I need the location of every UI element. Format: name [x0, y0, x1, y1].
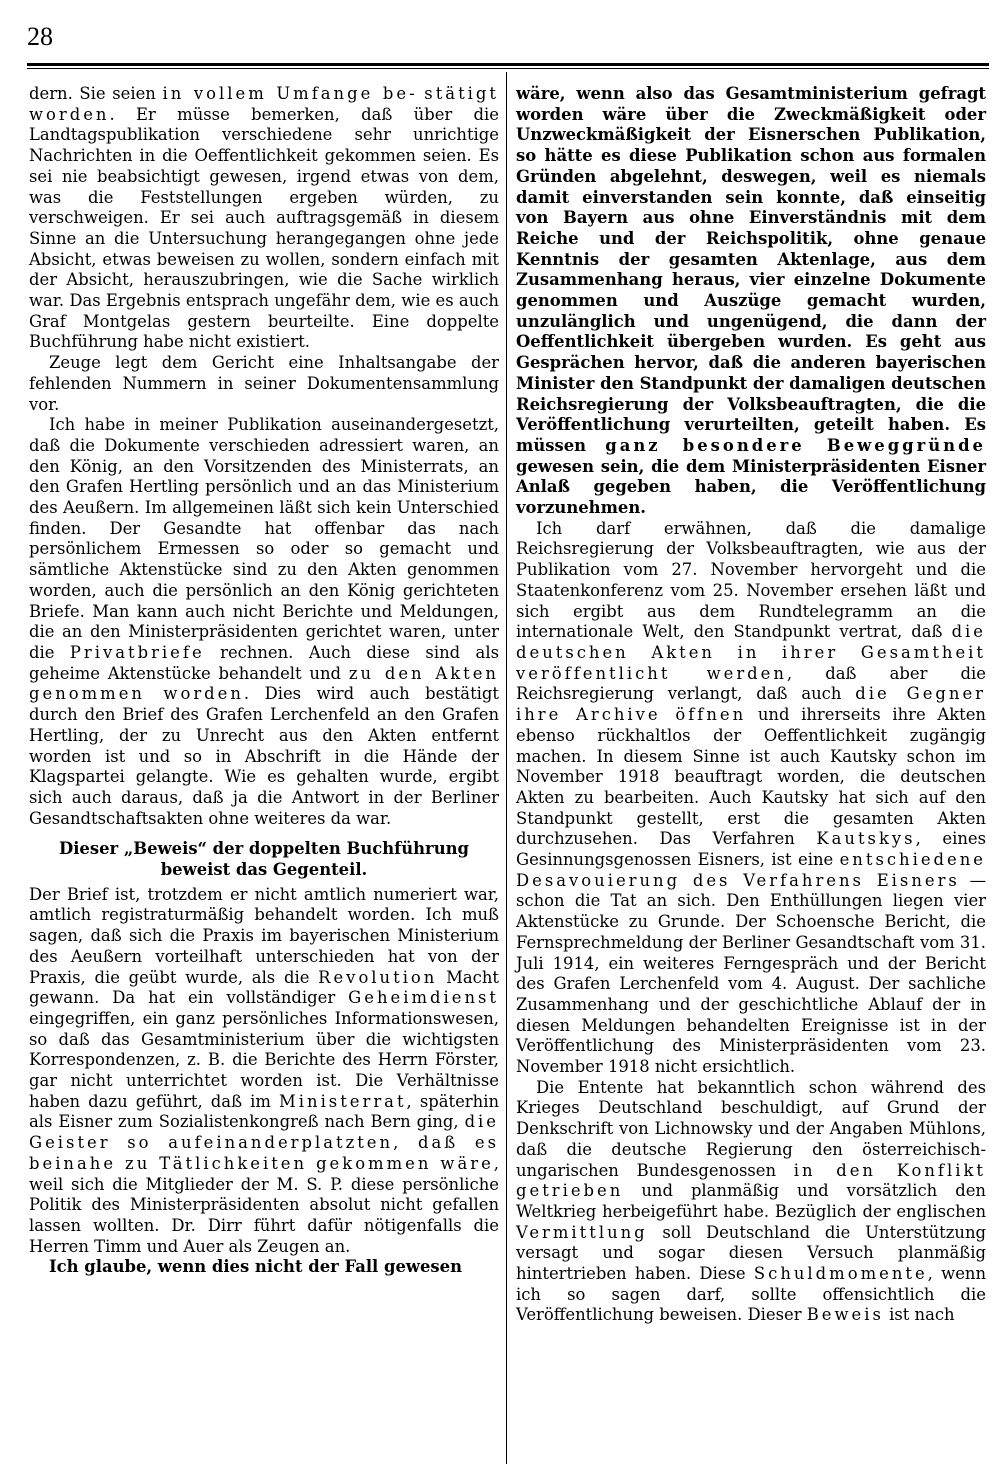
text-run: und ihrerseits ihre Akten ebenso rückhaltlos der Oeffentlichkeit zugängig machen. In diesem Sinne ist auch Kautsky schon im November 1918 beauftragt worden, die deutschen Akten zu bearbeiten. Auch Kautsky hat sich auf den Standpunkt gestellt, erst die gesamten Akten durchzusehen. Das Verfahren — [516, 705, 986, 849]
text-run: . Dies wird auch bestätigt durch den Brief des Grafen Lerchenfeld an den Grafen Hertling, der zu Unrecht aus den Akten entfernt worden ist und so in Abschrift in die Hände der Klagspartei gelangte. Wie es gehalten wurde, ergibt sich auch daraus, daß ja die Antwort in der Berliner Gesandtschaftsakten ohne weiteres da war. — [29, 684, 499, 828]
text-run: ist nach — [883, 1305, 955, 1325]
text-run: , späterhin als Eisner zum Sozialistenkongreß nach Bern ging, — [29, 1091, 499, 1132]
emphasized-text: zu den Akten genommen worden — [29, 663, 499, 704]
emphasized-text: Revolution — [318, 967, 438, 987]
text-run: . Er müsse bemerken, daß über die Landtagspublikation verschiedene sehr unrichtige Nachrichten in die Oeffentlichkeit gekommen seien. Es sei nie beabsichtigt gewesen, irgend etwas von dem, was die Feststellungen ergeben würden, zu verschweigen. Er sei auch auftragsgemäß in diesem Sinne an die Untersuchung herangegangen ohne jede Absicht, etwas beweisen zu wollen, sondern einfach mit der Absicht, herauszubringen, wie die Sache wirklich war. Das Ergebnis entsprach ungefähr dem, wie es auch Graf Montgelas gestern beurteilte. Eine doppelte Buchführung habe nicht existiert. — [29, 104, 499, 352]
emphasized-text: wäre, wenn also das Gesamtministerium gefragt worden wäre über die Zweckmäßigkeit oder Unzweckmäßigkeit der Eisnerschen Publikation, so hätte es diese Publikation schon aus formalen Gründen abgelehnt, deswegen, weil es niemals damit einverstanden sein konnte, daß einseitig von Bayern aus ohne Einverständnis mit dem Reiche und der Reichspolitik, ohne genaue Kenntnis der gesamten Aktenlage, aus dem Zusammenhang heraus, vier einzelne Dokumente genommen und Auszüge gemacht wurden, unzulänglich und ungenügend, die dann der Oeffentlichkeit übergeben wurden. Es geht aus Gesprächen hervor, daß die anderen bayerischen Minister den Standpunkt der damaligen deutschen Reichsregierung der Volksbeauftragten, die die Veröffentlichung verurteilten, geteilt haben. Es müssen — [516, 84, 987, 455]
emphasized-text: die Geister so aufeinanderplatzten, daß es beinahe zu Tätlichkeiten gekommen wäre — [29, 1112, 499, 1173]
section-heading-line: beweist das Gegenteil. — [160, 860, 368, 880]
text-run: dern. Sie seien — [29, 84, 163, 103]
emphasized-text: Privatbriefe — [69, 642, 205, 662]
text-run: Zeuge legt dem Gericht eine Inhaltsangabe der fehlenden Nummern in seiner Dokumentensammlung vor. — [29, 353, 499, 414]
section-heading — [29, 839, 499, 880]
text-run: Ich darf erwähnen, daß die damalige Reichsregierung der Volksbeauftragten, wie aus der Publikation vom 27. November hervorgeht und die Staatenkonferenz vom 25. November ersehen läßt und sich ergibt aus dem Rundtelegramm an die internationale Welt, den Standpunkt vertrat, daß — [516, 518, 986, 642]
text-run: rechnen. Auch diese sind als geheime Aktenstücke behandelt und — [29, 642, 499, 683]
emphasized-text: Ministerrat — [278, 1091, 407, 1111]
right-column — [516, 84, 986, 1326]
text-run: und planmäßig und vorsätzlich den Weltkrieg herbeigeführt habe. Bezüglich der englischen — [516, 1181, 986, 1221]
article-paragraph — [516, 519, 986, 1078]
article-paragraph — [29, 415, 499, 829]
text-run: , eines Gesinnungsgenossen Eisners, ist eine — [516, 829, 986, 870]
emphasized-text: entschiedene Desavouierung des Verfahrens Eisners — [516, 850, 986, 890]
emphasized-text: ganz besondere Beweggründe — [605, 435, 986, 455]
text-run: , wenn ich so sagen darf, sollte offensichtlich die Veröffentlichung beweisen. Dieser — [516, 1264, 987, 1325]
emphasized-text: Kautskys — [816, 829, 916, 849]
emphasized-text: Beweis — [806, 1305, 884, 1325]
article-paragraph — [29, 885, 499, 1258]
text-run: , daß aber die Reichsregierung verlangt, daß auch — [516, 663, 986, 704]
emphasized-text: in vollem Umfange be- — [162, 84, 418, 103]
page-number: 28 — [27, 22, 53, 51]
left-column — [29, 84, 499, 1278]
emphasized-text: Vermittlung — [516, 1222, 648, 1242]
text-run: — schon die Tat an sich. Den Enthüllungen liegen vier Aktenstücke zu Grunde. Der Schoensche Bericht, die Fernsprechmeldung der Berliner Gesandtschaft vom 31. Juli 1914, ein weiteres Ferngespräch und der Bericht des Grafen Lerchenfeld vom 4. August. Der sachliche Zusammenhang und der geschichtliche Ablauf der in diesen Meldungen behandelten Ereignisse ist in der Veröffentlichung des Ministerpräsidenten vom 23. November 1918 nicht ersichtlich. — [516, 870, 986, 1077]
emphasized-text: Schuldmomente — [753, 1264, 928, 1284]
text-run: soll Deutschland die Unterstützung versagt und sogar diesen Versuch planmäßig hintertrieben haben. Diese — [516, 1222, 986, 1284]
emphasized-text: Ich glaube, wenn dies nicht der Fall gewesen — [49, 1257, 462, 1277]
article-paragraph — [516, 84, 986, 519]
text-run: , weil sich die Mitglieder der M. S. P. diese persönliche Politik des Ministerpräsidenten absolut nicht gefallen lassen wollten. Dr. Dirr führt dafür nötigenfalls die Herren Timm und Auer als Zeugen an. — [29, 1153, 499, 1256]
article-paragraph — [29, 1257, 499, 1278]
article-paragraph — [29, 84, 499, 353]
text-run: Ich habe in meiner Publikation auseinandergesetzt, daß die Dokumente verschieden adressiert waren, an den König, an den Vorsitzenden des Ministerrats, an den Grafen Hertling persönlich und an das Ministerium des Aeußern. Im allgemeinen läßt sich kein Unterschied finden. Der Gesandte hat offenbar das nach persönlichem Ermessen so oder so gemacht und sämtliche Aktenstücke sind zu den Akten genommen worden, auch die persönlich an den König gerichteten Briefe. Man kann auch nicht Berichte und Meldungen, die an den Ministerpräsidenten gerichtet waren, unter die — [29, 415, 499, 662]
text-run: eingegriffen, ein ganz persönliches Informationswesen, so daß das Gesamtministerium über die wichtigsten Korrespondenzen, z. B. die Berichte des Herrn Förster, gar nicht unterrichtet worden ist. Die Verhältnisse haben dazu geführt, daß im — [29, 1008, 499, 1111]
text-run: Der Brief ist, trotzdem er nicht amtlich numeriert war, amtlich registraturmäßig behandelt worden. Ich muß sagen, daß sich die Praxis im bayerischen Ministerium des Aeußern vorteilhaft unterschieden hat von der Praxis, die geübt wurde, als die — [29, 884, 499, 987]
emphasized-text: die Gegner ihre Archive öffnen — [516, 684, 986, 725]
emphasized-text: die deutschen Akten in ihrer Gesamtheit veröffentlicht werden — [516, 622, 986, 683]
emphasized-text: in den Konflikt getrieben — [516, 1160, 986, 1201]
section-heading-line: Dieser „Beweis“ der doppelten Buchführung — [58, 839, 469, 859]
text-run: Macht gewann. Da hat ein vollständiger — [29, 967, 499, 1008]
emphasized-text: gewesen sein, die dem Ministerpräsidenten Eisner Anlaß gegeben haben, die Veröffentlichung vorzunehmen. — [516, 456, 986, 518]
article-paragraph — [29, 353, 499, 415]
text-run: Die Entente hat bekanntlich schon während des Krieges Deutschland beschuldigt, auf Grund der Denkschrift von Lichnowsky und der Angaben Mühlons, daß die deutsche Regierung den österreichisch-ungarischen Bundesgenossen — [516, 1077, 986, 1180]
emphasized-text: Geheimdienst — [348, 988, 499, 1008]
article-paragraph — [516, 1078, 986, 1326]
header-rule — [27, 63, 989, 69]
emphasized-text: stätigt worden — [29, 84, 499, 124]
column-divider — [506, 72, 507, 1464]
